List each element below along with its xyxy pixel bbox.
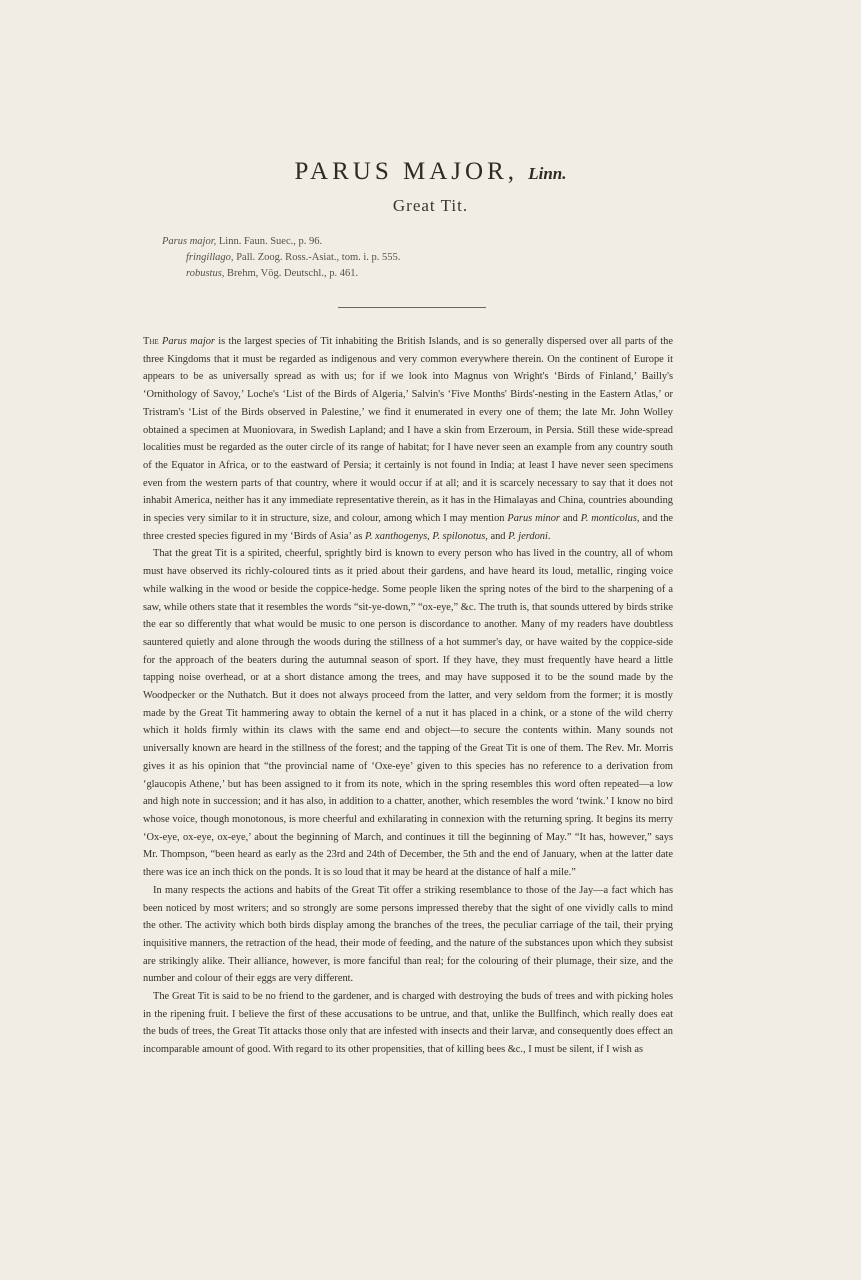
paragraph [143,333,673,545]
italic-text: P. xanthogenys [364,530,428,542]
species-authority: Linn. [528,164,567,183]
text-run: and [559,513,581,525]
italic-text: P. spilonotus [432,530,486,542]
paragraph: The Great Tit is said to be no friend to the gardener, and is charged with destroying the buds of trees and with picking holes in the ripening fruit. I believe the first of these accusations to be untrue, and that, unlike the Bullfinch, which really does eat the buds of trees, the Great Tit attacks those only that are infested with insects and their larvæ, and consequently does effect an incomparable amount of good. With regard to its other propensities, that of killing bees &c., I must be silent, if I wish as [143,991,673,1056]
species-name: PARUS MAJOR, [294,158,518,185]
italic-text: P. jerdoni [508,530,548,542]
divider-rule [338,307,486,308]
italic-text: Parus minor [507,513,560,525]
text-run: is the largest species of Tit inhabiting the British Islands, and is so generally dispersed over all parts of the three Kingdoms that it must be regarded as indigenous and very common everywhere therein. On the continent of Europe it appears to be as universally spread as with us; for if we look into Magnus von Wright's ‘Birds of Finland,’ Bailly's ‘Ornithology of Savoy,’ Loche's ‘List of the Birds of Algeria,’ Salvin's ‘Five Months' Birds'-nesting in the Eastern Atlas,’ or Tristram's ‘List of the Birds observed in Palestine,’ we find it enumerated in every one of them; the late Mr. John Wolley obtained a specimen at Muoniovara, in Swedish Lapland; and I have a skin from Erzeroum, in Persia. Still these wide-spread localities must be regarded as the outer circle of its range of habitat; for I have never seen an example from any country south of the Equator in Africa, or to the eastward of Persia; it certainly is not found in India; at least I have never seen specimens even from the western parts of that country, where it would occur if at all; and it is scarcely necessary to say that it does not inhabit America, neither has it any immediate representative therein, as it has in the Himalayas and China, countries abounding in species very similar to it in structure, size, and colour, among which I may mention [143,336,673,525]
text-run: , and [485,530,509,542]
text-run: . [547,530,551,542]
species-title [0,158,861,186]
synonym-line: fringillago, Pall. Zoog. Ross.-Asiat., tom. i. p. 555. [186,252,401,263]
body-text [143,333,673,1059]
synonym-line: robustus, Brehm, Vög. Deutschl., p. 461. [186,268,359,279]
text-run: , [427,530,433,542]
common-name: Great Tit. [392,196,469,215]
paragraph: In many respects the actions and habits of the Great Tit offer a striking resemblance to those of the Jay—a fact which has been noticed by most writers; and so strongly are some persons impressed thereby that the sight of one vividly calls to mind the other. The activity which both birds display among the branches of the trees, the peculiar carriage of the tail, their prying inquisitive manners, the retraction of the head, their mode of feeding, and the nature of the substances upon which they subsist are strikingly alike. Their alliance, however, is more fanciful than real; for the colouring of their plumage, their size, and the number and colour of their eggs are very different. [143,884,673,985]
synonym-line: Parus major, Linn. Faun. Suec., p. 96. [162,236,323,247]
small-caps-text: The [143,336,159,347]
italic-text: P. monticolus [580,513,637,525]
text-run: , and the three crested species figured in my ‘Birds of Asia’ as [143,513,673,542]
paragraph: That the great Tit is a spirited, cheerful, sprightly bird is known to every person who has lived in the country, all of whom must have observed its richly-coloured tints as it pried about their gardens, and have heard its loud, metallic, ringing voice while walking in the wood or beside the coppice-hedge. Some people liken the spring notes of the bird to the sharpening of a saw, while others state that it resembles the words “sit-ye-down,” “ox-eye,” &c. The truth is, that sounds uttered by birds strike the ear so differently that what would be music to one person is discordance to another. Many of my readers have doubtless sauntered quietly and alone through the woods during the stillness of a hot summer's day, or have waited by the coppice-side for the approach of the beaters during the autumnal season of sport. If they have, they must frequently have heard a little tapping noise overhead, or at a short distance among the trees, and may have supposed it to be the sound made by the Woodpecker or the Nuthatch. But it does not always proceed from the latter, and very seldom from the former; it is mostly made by the Great Tit hammering away to obtain the kernel of a nut it has placed in a chink, or a stone of the wild cherry which it holds firmly within its claws with the same end and object—to secure the contents within. Many sounds not universally known are heard in the stillness of the forest; and the tapping of the Great Tit is one of them. The Rev. Mr. Morris gives it as his opinion that “the provincial name of ‘Oxe-eye’ given to this species has no reference to a derivation from ‘glaucopis Athene,’ but has been assigned to it from its note, which in the spring resembles this word often repeated—a low and high note in succession; and it has also, in addition to a chatter, another, which resembles the word ‘twink.’ I know no bird whose voice, though monotonous, is more cheerful and exhilarating in connexion with the returning spring. It begins its merry ‘Ox-eye, ox-eye, ox-eye,’ about the beginning of March, and continues it till the beginning of May.” “It has, however,” says Mr. Thompson, “been heard as early as the 23rd and 24th of December, the 5th and the end of January, when at the latter date there was ice an inch thick on the ponds. It is so loud that it may be heard at the distance of half a mile.” [143,548,673,879]
italic-text: Parus major [162,336,215,347]
